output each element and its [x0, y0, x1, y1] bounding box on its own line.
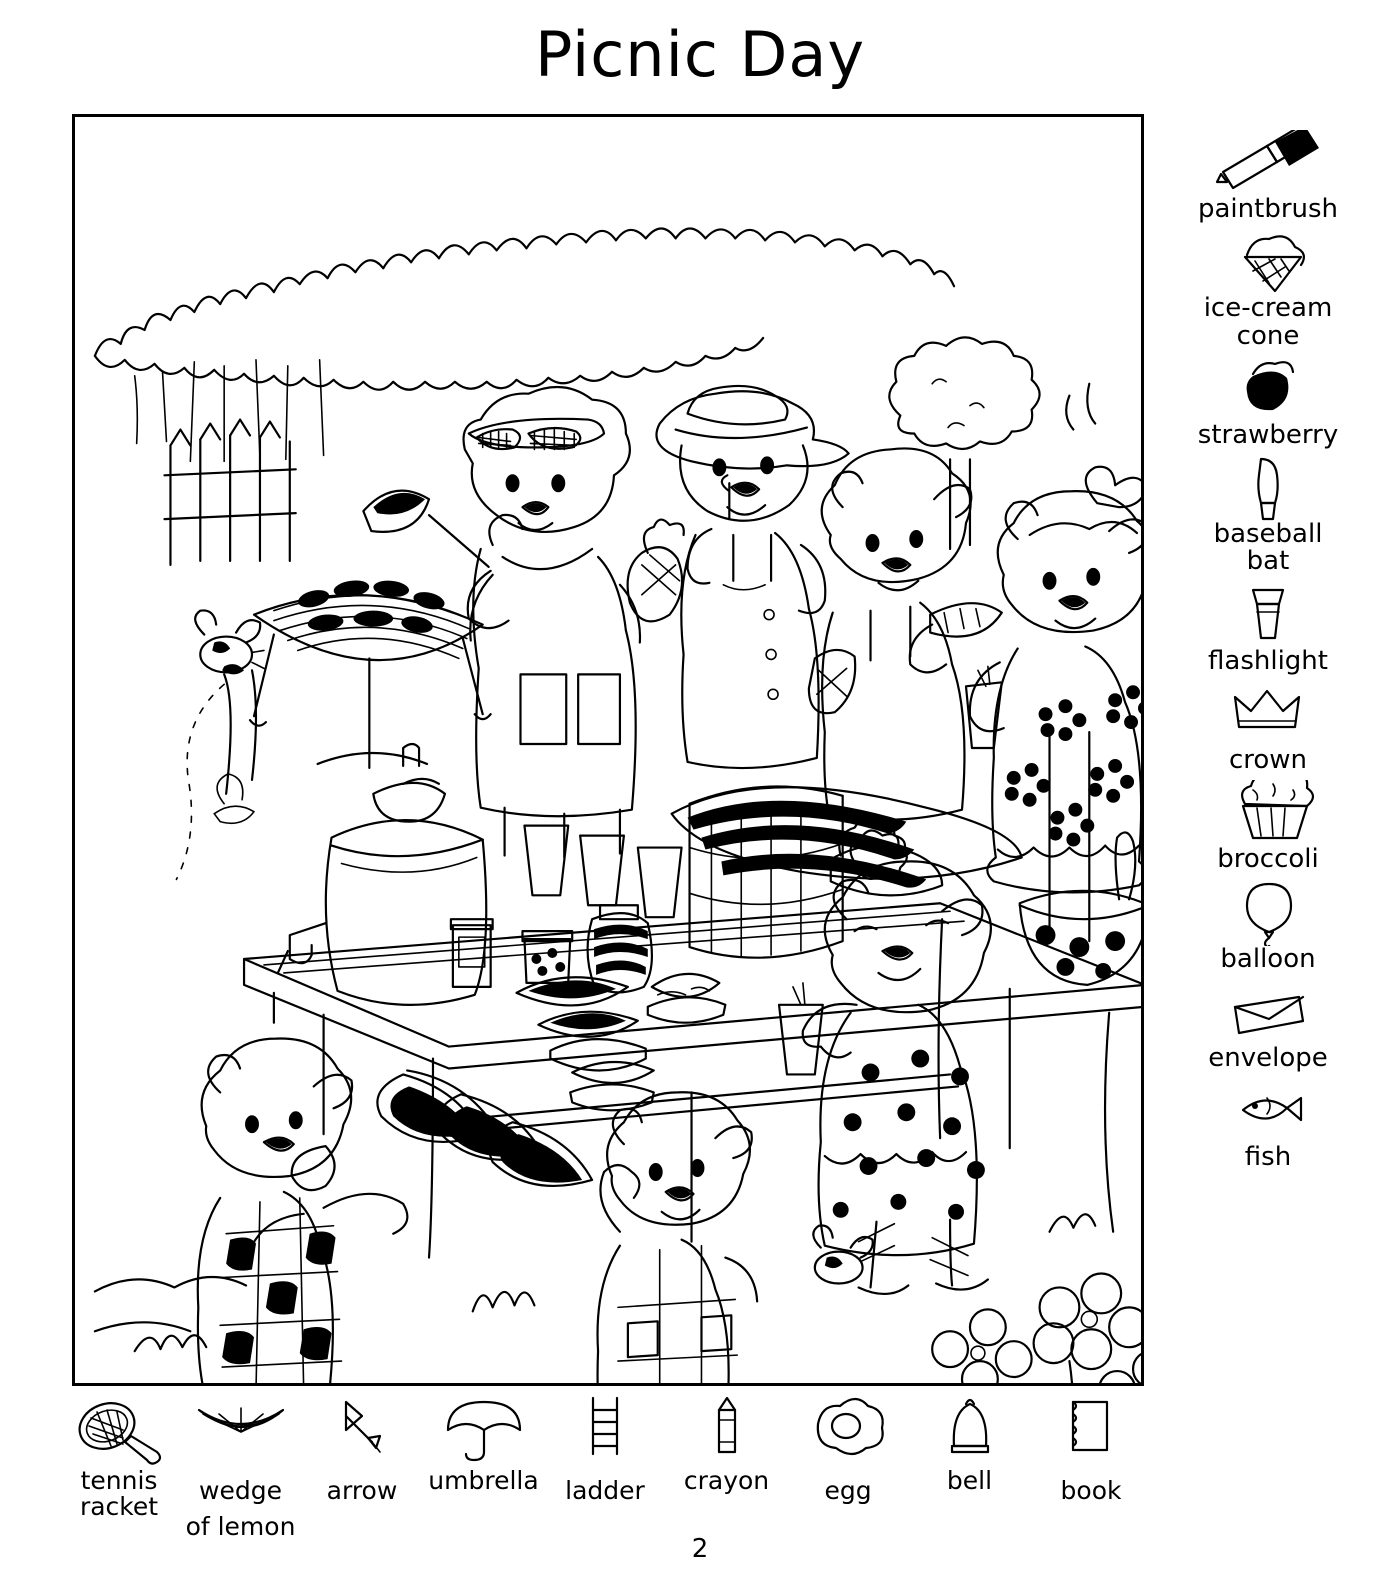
list-item-label-line1: ladder: [565, 1476, 645, 1505]
bear-woman-polkadot: [779, 830, 991, 1293]
list-item-label-line1: crayon: [683, 1466, 770, 1495]
baseball-bat-icon: [1213, 455, 1323, 521]
bear-chef: [464, 387, 640, 858]
grill: [250, 578, 491, 768]
broccoli-icon: [1213, 780, 1323, 846]
list-item-label: crown: [1228, 745, 1308, 776]
hidden-objects-list-right: [1152, 130, 1384, 1460]
treeline: [95, 228, 1137, 564]
sausage-on-fork: [363, 491, 488, 567]
list-item-fish: [1152, 1078, 1384, 1171]
list-item-paintbrush: [1152, 130, 1384, 223]
crayon-icon: [675, 1396, 779, 1468]
ladder-icon: [553, 1396, 657, 1468]
book-icon: [1039, 1396, 1143, 1468]
list-item-envelope: [1152, 979, 1384, 1072]
list-item-arrow: [303, 1396, 421, 1504]
shirt-patches: [222, 1231, 335, 1364]
strawberry-icon: [1213, 356, 1323, 422]
list-item-label: envelope: [1208, 1042, 1328, 1073]
fish-icon: [1213, 1078, 1323, 1144]
polka-dots: [833, 1050, 985, 1220]
lemon-wedge-icon: [189, 1396, 293, 1468]
hidden-objects-list-bottom: [60, 1396, 1150, 1546]
list-item-label-line2: cone: [1236, 320, 1300, 351]
arrow-icon: [310, 1396, 414, 1468]
list-item-label-line1: ice-cream: [1203, 293, 1333, 324]
list-item-baseball-bat: [1152, 455, 1384, 576]
watermelon-slices: [377, 1070, 592, 1185]
list-item-label-line1: wedge: [199, 1476, 282, 1505]
list-item-label: flashlight: [1208, 645, 1328, 676]
list-item-label-line1: egg: [824, 1476, 872, 1505]
list-item-label-line2: bat: [1246, 546, 1290, 577]
umbrella-icon: [432, 1396, 536, 1468]
list-item-strawberry: [1152, 356, 1384, 449]
bear-cub-watermelon: [198, 1039, 408, 1383]
bear-girl-flower-dress: [966, 467, 1141, 893]
list-item-label: strawberry: [1197, 419, 1339, 450]
list-item-lemon-wedge: [182, 1396, 300, 1541]
list-item-label-line2: of lemon: [185, 1512, 296, 1542]
list-item-label-line1: bell: [946, 1466, 993, 1495]
list-item-crown: [1152, 681, 1384, 774]
list-item-label-line2: racket: [79, 1492, 159, 1522]
list-item-label-line1: arrow: [326, 1476, 398, 1505]
bear-cub-front: [598, 1092, 770, 1383]
page-title: Picnic Day: [534, 18, 866, 91]
hidden-pictures-scene: [72, 114, 1144, 1386]
bear-corn: [809, 448, 1002, 819]
picnic-table: [244, 903, 1141, 1257]
list-item-flashlight: [1152, 582, 1384, 675]
list-item-label: broccoli: [1217, 844, 1319, 875]
envelope-icon: [1213, 979, 1323, 1045]
bell-icon: [918, 1396, 1022, 1468]
list-item-bell: [911, 1396, 1029, 1494]
dress-flowers: [1005, 685, 1141, 846]
list-item-book: [1032, 1396, 1150, 1504]
list-item-label: paintbrush: [1197, 194, 1339, 224]
scene-illustration: [75, 117, 1141, 1383]
list-item-label-line1: tennis: [80, 1466, 158, 1495]
list-item-label-line1: baseball: [1213, 519, 1323, 550]
list-item-label-line1: book: [1060, 1476, 1122, 1505]
list-item-label-line1: umbrella: [428, 1466, 539, 1495]
list-item-umbrella: [425, 1396, 543, 1494]
list-item-ice-cream-cone: [1152, 229, 1384, 350]
egg-icon: [796, 1396, 900, 1468]
list-item-label: balloon: [1220, 943, 1316, 974]
tennis-racket-icon: [67, 1396, 171, 1468]
list-item-broccoli: [1152, 780, 1384, 873]
list-item-tennis-racket: [60, 1396, 178, 1521]
balloon-icon: [1213, 880, 1323, 946]
page-number: 2: [691, 1534, 709, 1564]
list-item-egg: [789, 1396, 907, 1504]
list-item-crayon: [668, 1396, 786, 1494]
crown-icon: [1213, 681, 1323, 747]
table-food: [517, 974, 726, 1110]
flashlight-icon: [1213, 582, 1323, 648]
paintbrush-icon: [1213, 130, 1323, 196]
list-item-ladder: [546, 1396, 664, 1504]
list-item-label: fish: [1244, 1142, 1292, 1173]
bee-upper: [176, 610, 264, 879]
ice-cream-cone-icon: [1213, 229, 1323, 295]
list-item-balloon: [1152, 880, 1384, 973]
